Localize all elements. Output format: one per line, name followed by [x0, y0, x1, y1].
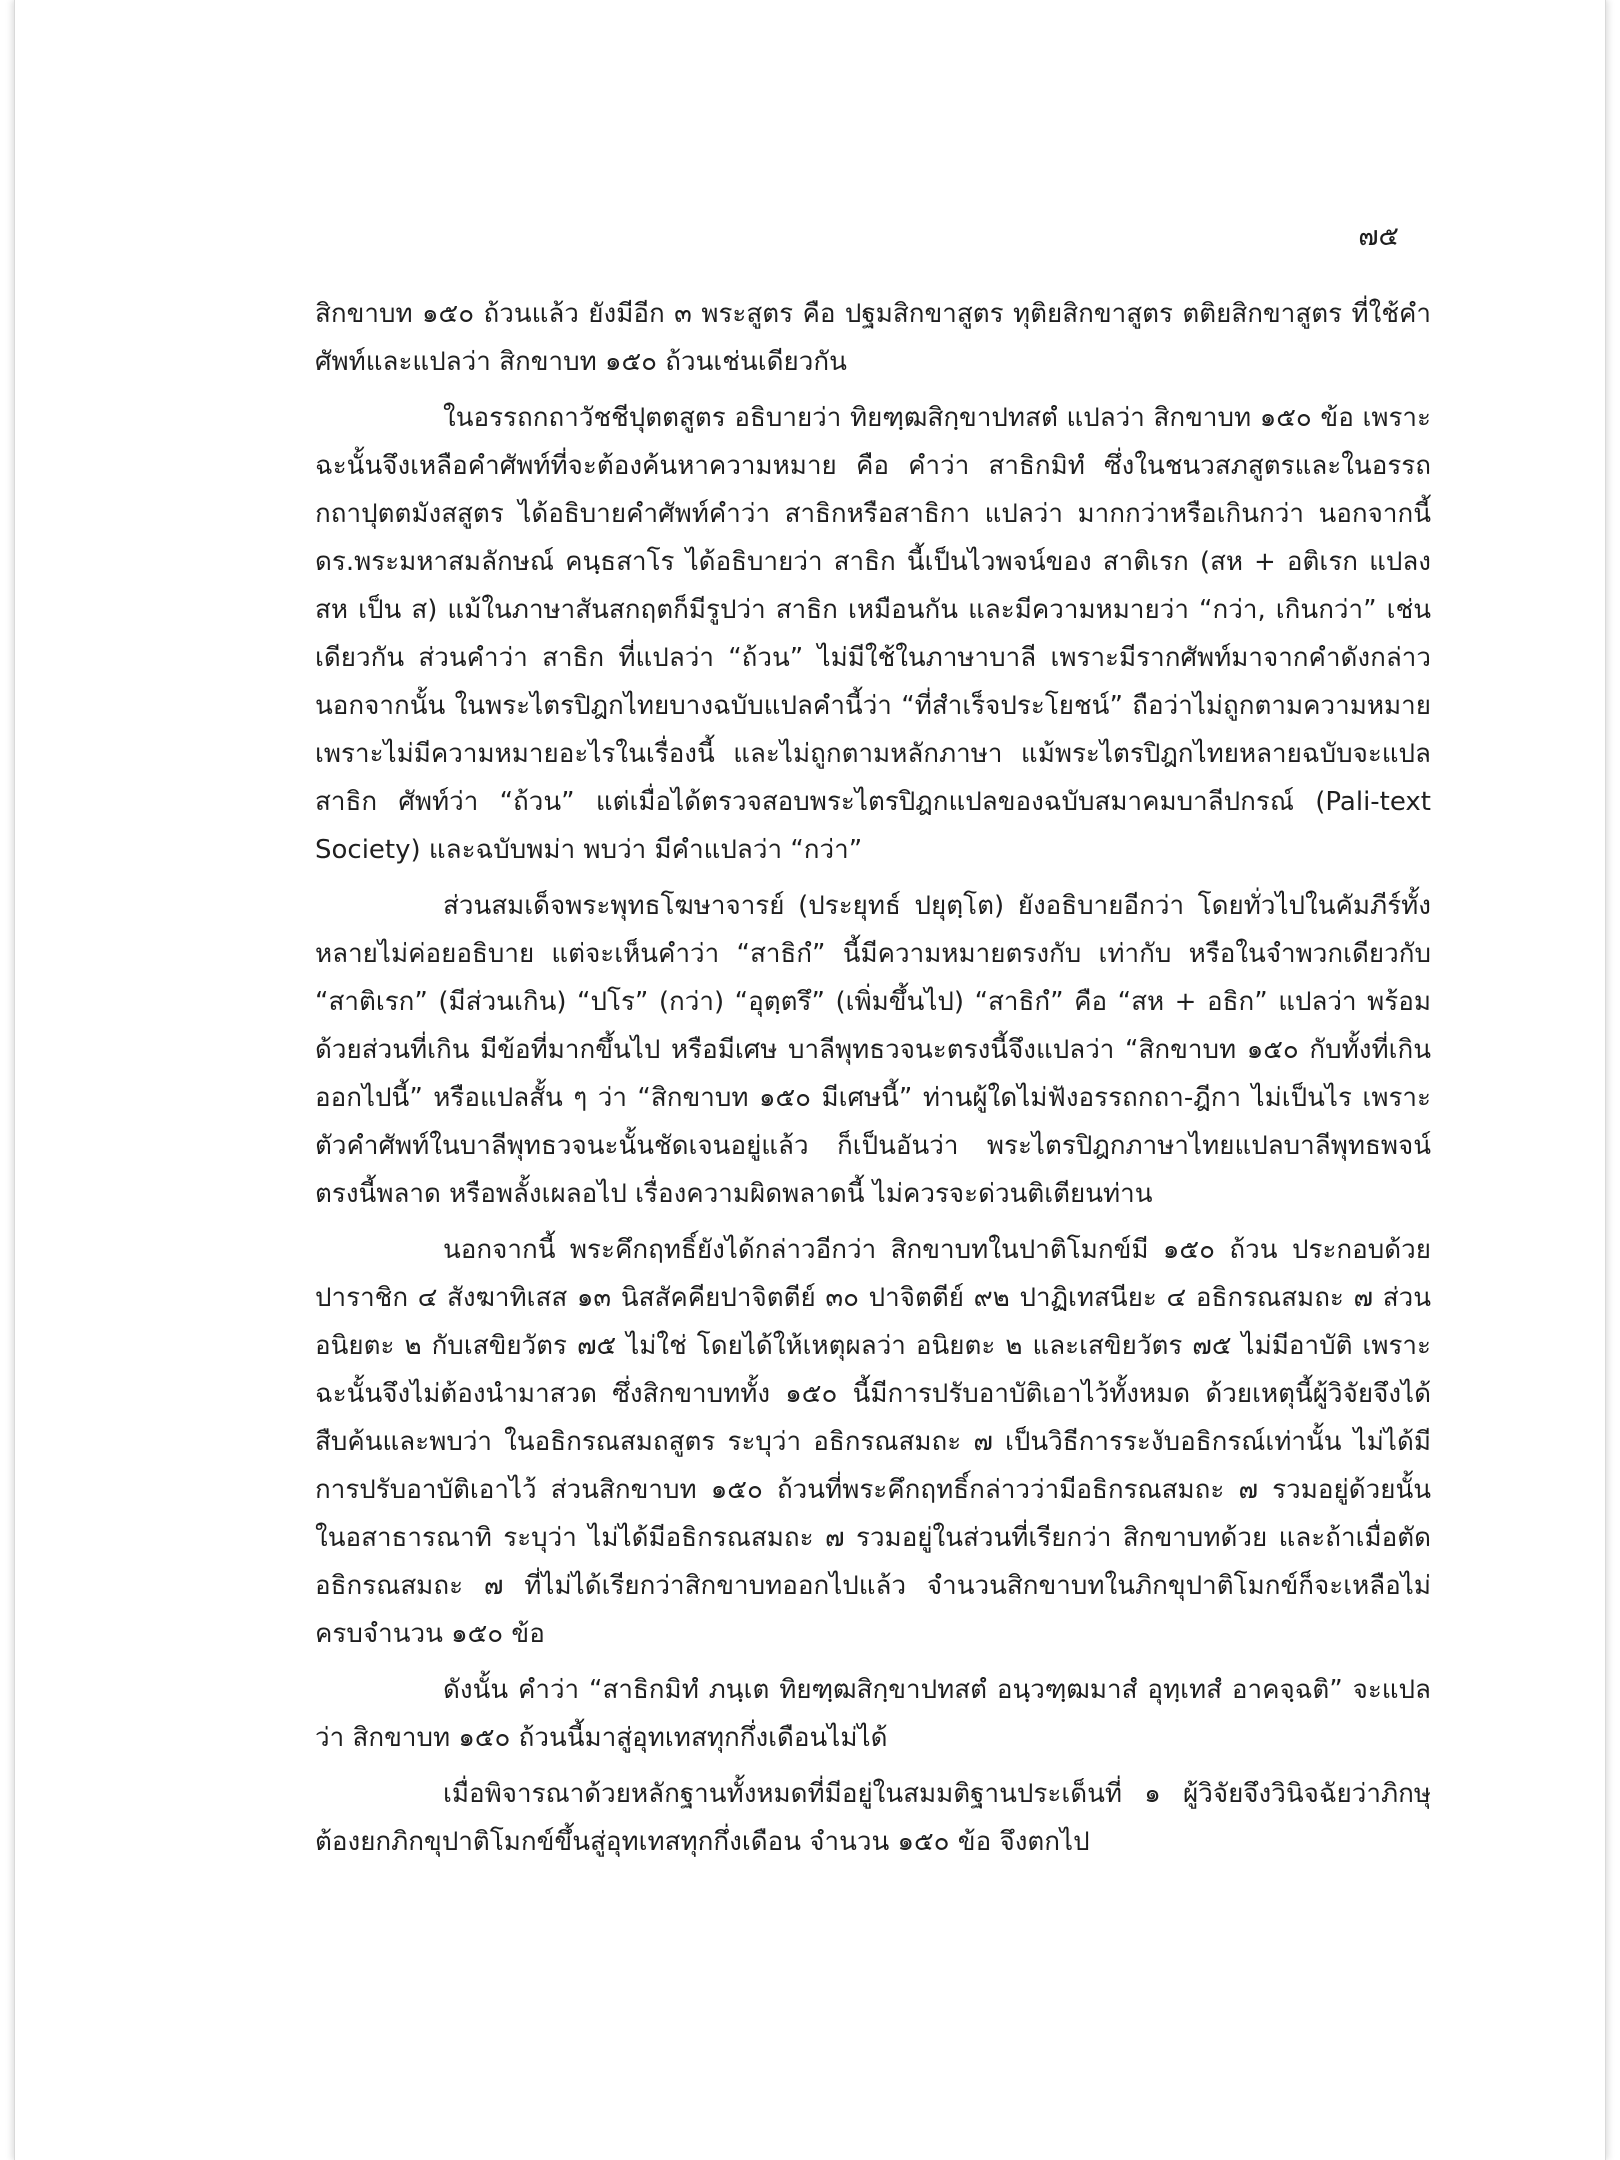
paragraph-1: สิกขาบท ๑๕๐ ถ้วนแล้ว ยังมีอีก ๓ พระสูตร คือ ปฐมสิกขาสูตร ทุติยสิกขาสูตร ตติยสิกขาสูตร ที่ใช้คำศัพท์และแปลว่า สิกขาบท ๑๕๐ ถ้วนเช่นเดียวกัน	[315, 299, 1431, 377]
paragraph-6: เมื่อพิจารณาด้วยหลักฐานทั้งหมดที่มีอยู่ในสมมติฐานประเด็นที่ ๑ ผู้วิจัยจึงวินิจฉัยว่าภิกษุต้องยกภิกขุปาติโมกข์ขึ้นสู่อุทเทสทุกกึ่งเดือน จำนวน ๑๕๐ ข้อ จึงตกไป	[315, 1779, 1431, 1857]
paragraph-4: นอกจากนี้ พระคึกฤทธิ์ยังได้กล่าวอีกว่า สิกขาบทในปาติโมกข์มี ๑๕๐ ถ้วน ประกอบด้วยปาราชิก ๔ สังฆาทิเสส ๑๓ นิสสัคคียปาจิตตีย์ ๓๐ ปาจิตตีย์ ๙๒ ปาฏิเทสนียะ ๔ อธิกรณสมถะ ๗ ส่วนอนิยตะ ๒ กับเสขิยวัตร ๗๕ ไม่ใช่ โดยได้ให้เหตุผลว่า อนิยตะ ๒ และเสขิยวัตร ๗๕ ไม่มีอาบัติ เพราะฉะนั้นจึงไม่ต้องนำมาสวด ซึ่งสิกขาบททั้ง ๑๕๐ นี้มีการปรับอาบัติเอาไว้ทั้งหมด ด้วยเหตุนี้ผู้วิจัยจึงได้สืบค้นและพบว่า ในอธิกรณสมถสูตร ระบุว่า อธิกรณสมถะ ๗ เป็นวิธีการระงับอธิกรณ์เท่านั้น ไม่ได้มีการปรับอาบัติเอาไว้ ส่วนสิกขาบท ๑๕๐ ถ้วนที่พระคึกฤทธิ์กล่าวว่ามีอธิกรณสมถะ ๗ รวมอยู่ด้วยนั้น ในอสาธารณาทิ ระบุว่า ไม่ได้มีอธิกรณสมถะ ๗ รวมอยู่ในส่วนที่เรียกว่า สิกขาบทด้วย และถ้าเมื่อตัดอธิกรณสมถะ ๗ ที่ไม่ได้เรียกว่าสิกขาบทออกไปแล้ว จำนวนสิกขาบทในภิกขุปาติโมกข์ก็จะเหลือไม่ครบจำนวน ๑๕๐ ข้อ	[315, 1235, 1431, 1649]
paragraph-2: ในอรรถกถาวัชชีปุตตสูตร อธิบายว่า ทิยฑฺฒสิกฺขาปทสตํ แปลว่า สิกขาบท ๑๕๐ ข้อ เพราะฉะนั้นจึงเหลือคำศัพท์ที่จะต้องค้นหาความหมาย คือ คำว่า สาธิกมิทํ ซึ่งในชนวสภสูตรและในอรรถกถาปุตตมังสสูตร ได้อธิบายคำศัพท์คำว่า สาธิกหรือสาธิกา แปลว่า มากกว่าหรือเกินกว่า นอกจากนี้ ดร.พระมหาสมลักษณ์ คนฺธสาโร ได้อธิบายว่า สาธิก นี้เป็นไวพจน์ของ สาติเรก (สห + อติเรก แปลง สห เป็น ส) แม้ในภาษาสันสกฤตก็มีรูปว่า สาธิก เหมือนกัน และมีความหมายว่า “กว่า, เกินกว่า” เช่นเดียวกัน ส่วนคำว่า สาธิก ที่แปลว่า “ถ้วน” ไม่มีใช้ในภาษาบาลี เพราะมีรากศัพท์มาจากคำดังกล่าว นอกจากนั้น ในพระไตรปิฎกไทยบางฉบับแปลคำนี้ว่า “ที่สำเร็จประโยชน์” ถือว่าไม่ถูกตามความหมาย เพราะไม่มีความหมายอะไรในเรื่องนี้ และไม่ถูกตามหลักภาษา แม้พระไตรปิฎกไทยหลายฉบับจะแปล สาธิก ศัพท์ว่า “ถ้วน” แต่เมื่อได้ตรวจสอบพระไตรปิฎกแปลของฉบับสมาคมบาลีปกรณ์ (Pali-text Society) และฉบับพม่า พบว่า มีคำแปลว่า “กว่า”	[315, 403, 1431, 865]
document-page	[14, 0, 1606, 2160]
body-text	[315, 290, 1431, 1874]
paragraph-5: ดังนั้น คำว่า “สาธิกมิทํ ภนฺเต ทิยฑฺฒสิกฺขาปทสตํ อนฺวฑฺฒมาสํ อุทฺเทสํ อาคจฺฉติ” จะแปลว่า สิกขาบท ๑๕๐ ถ้วนนี้มาสู่อุทเทสทุกกึ่งเดือนไม่ได้	[315, 1675, 1431, 1753]
page-number: ๗๕	[1358, 221, 1399, 252]
paragraph-3: ส่วนสมเด็จพระพุทธโฆษาจารย์ (ประยุทธ์ ปยุตฺโต) ยังอธิบายอีกว่า โดยทั่วไปในคัมภีร์ทั้งหลายไม่ค่อยอธิบาย แต่จะเห็นคำว่า “สาธิกํ” นี้มีความหมายตรงกับ เท่ากับ หรือในจำพวกเดียวกับ “สาติเรก” (มีส่วนเกิน) “ปโร” (กว่า) “อุตฺตรึ” (เพิ่มขึ้นไป) “สาธิกํ” คือ “สห + อธิก” แปลว่า พร้อมด้วยส่วนที่เกิน มีข้อที่มากขึ้นไป หรือมีเศษ บาลีพุทธวจนะตรงนี้จึงแปลว่า “สิกขาบท ๑๕๐ กับทั้งที่เกินออกไปนี้” หรือแปลสั้น ๆ ว่า “สิกขาบท ๑๕๐ มีเศษนี้” ท่านผู้ใดไม่ฟังอรรถกถา-ฎีกา ไม่เป็นไร เพราะตัวคำศัพท์ในบาลีพุทธวจนะนั้นชัดเจนอยู่แล้ว ก็เป็นอันว่า พระไตรปิฎกภาษาไทยแปลบาลีพุทธพจน์ตรงนี้พลาด หรือพลั้งเผลอไป เรื่องความผิดพลาดนี้ ไม่ควรจะด่วนติเตียนท่าน	[315, 891, 1431, 1209]
